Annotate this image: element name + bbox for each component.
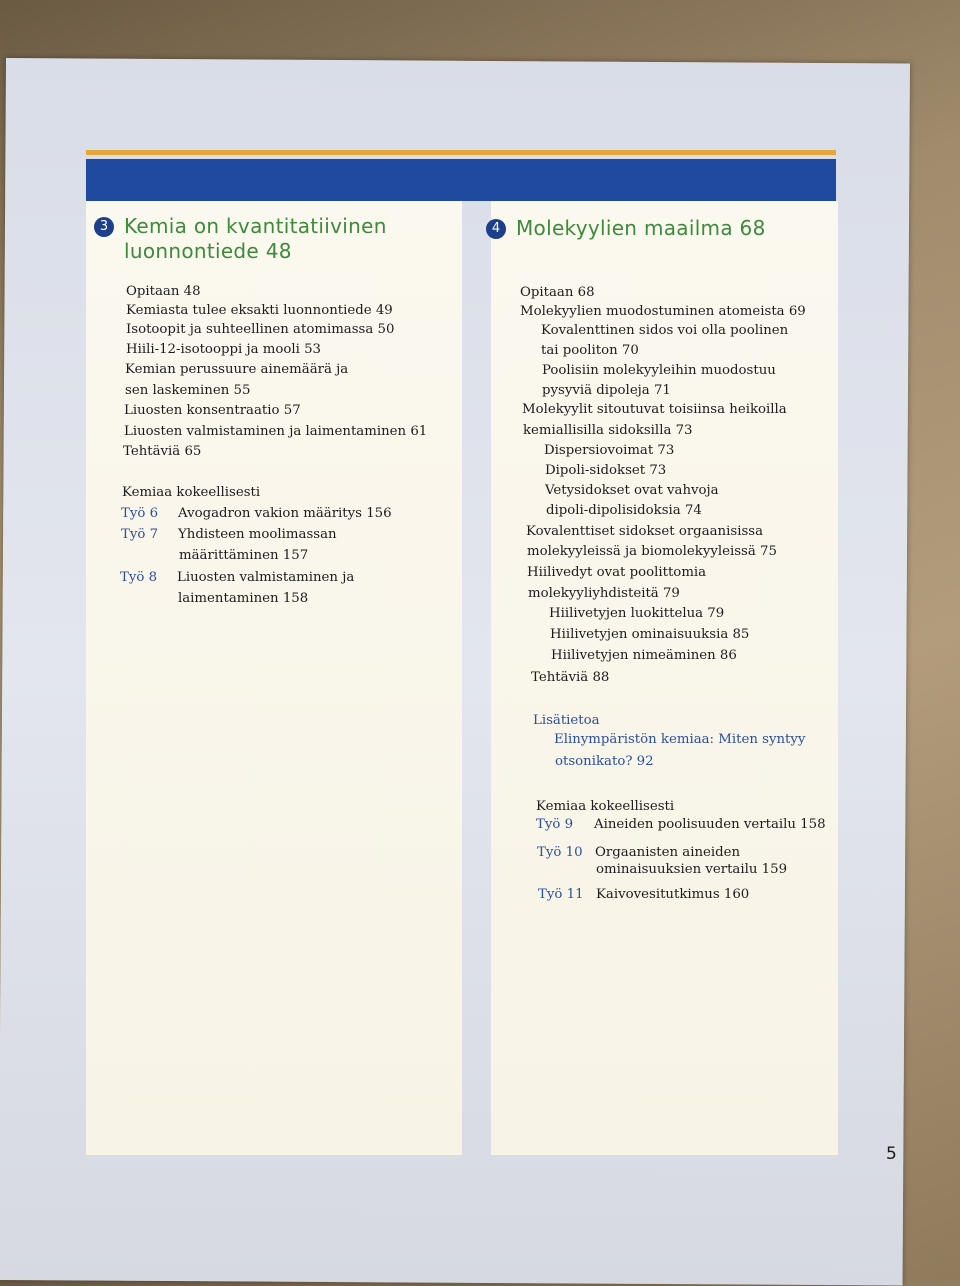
toc-entry: Kemiasta tulee eksakti luonnontiede 49 (126, 303, 393, 318)
experiment-title: Liuosten valmistaminen ja (177, 570, 355, 585)
toc-entry: Hiilivetyjen nimeäminen 86 (551, 648, 737, 663)
extra-info-entry: Elinympäristön kemiaa: Miten syntyy (554, 732, 806, 747)
experiment-title: Orgaanisten aineiden (595, 845, 741, 860)
toc-entry: Opitaan 48 (126, 284, 201, 299)
experiment-label: Työ 11 (538, 887, 584, 902)
toc-entry: Hiili-12-isotooppi ja mooli 53 (126, 342, 321, 357)
experiment-title: Kaivovesitutkimus 160 (596, 887, 750, 902)
chapter-title-line: Kemia on kvantitatiivinen (124, 214, 387, 238)
chapter-title-line: luonnontiede 48 (124, 239, 292, 263)
experiment-row (537, 844, 740, 862)
experiment-label: Työ 7 (121, 527, 159, 542)
toc-entry: Molekyylit sitoutuvat toisiinsa heikoilla (522, 402, 787, 417)
experiments-heading: Kemiaa kokeellisesti (536, 799, 675, 814)
toc-entry: Hiilivetyjen ominaisuuksia 85 (550, 627, 750, 642)
experiments-heading: Kemiaa kokeellisesti (122, 485, 261, 500)
experiment-row (121, 505, 392, 523)
chapter-4-title: Molekyylien maailma 68 (516, 216, 766, 240)
toc-entry: tai pooliton 70 (541, 343, 639, 358)
experiment-row (536, 816, 826, 834)
toc-entry: Liuosten valmistaminen ja laimentaminen 61 (124, 424, 428, 439)
toc-entry: pysyviä dipoleja 71 (542, 383, 671, 398)
toc-entry: Kovalenttinen sidos voi olla poolinen (541, 323, 789, 338)
toc-entry: Vetysidokset ovat vahvoja (545, 483, 719, 498)
experiment-row (538, 886, 749, 904)
experiment-title: Aineiden poolisuuden vertailu 158 (594, 817, 826, 832)
toc-entry: Poolisiin molekyyleihin muodostuu (542, 363, 776, 378)
toc-entry: Isotoopit ja suhteellinen atomimassa 50 (126, 322, 395, 337)
experiment-label: Työ 8 (120, 570, 158, 585)
toc-entry: Tehtäviä 65 (123, 444, 202, 459)
toc-entry: molekyyleissä ja biomolekyyleissä 75 (527, 544, 777, 559)
toc-entry: Kemian perussuure ainemäärä ja (125, 362, 349, 377)
experiment-title-continued: määrittäminen 157 (179, 548, 309, 563)
chapter-number-badge: 3 (94, 217, 114, 237)
experiment-title: Avogadron vakion määritys 156 (178, 506, 392, 521)
chapter-3-heading (94, 214, 387, 264)
chapter-3-title (124, 214, 387, 264)
extra-info-entry-continued: otsonikato? 92 (555, 754, 654, 769)
toc-entry: Dipoli-sidokset 73 (545, 463, 667, 478)
toc-entry: Tehtäviä 88 (531, 670, 610, 685)
experiment-label: Työ 6 (121, 506, 159, 521)
experiment-title: Yhdisteen moolimassan (178, 527, 337, 542)
page-number: 5 (886, 1144, 897, 1164)
toc-entry: Opitaan 68 (520, 285, 595, 300)
toc-entry: Hiilivedyt ovat poolittomia (527, 565, 707, 580)
experiment-title-continued: laimentaminen 158 (178, 591, 309, 606)
toc-entry: molekyyliyhdisteitä 79 (528, 586, 680, 601)
experiment-row (120, 569, 354, 587)
toc-entry: Kovalenttiset sidokset orgaanisissa (526, 524, 764, 539)
experiment-row (121, 526, 337, 544)
toc-entry: Hiilivetyjen luokittelua 79 (549, 606, 725, 621)
chapter-number-badge: 4 (486, 219, 506, 239)
toc-entry: sen laskeminen 55 (125, 383, 251, 398)
toc-entry: dipoli-dipolisidoksia 74 (546, 503, 702, 518)
chapter-4-heading (486, 216, 766, 241)
toc-entry: kemiallisilla sidoksilla 73 (523, 423, 693, 438)
toc-entry: Dispersiovoimat 73 (544, 443, 675, 458)
extra-info-heading: Lisätietoa (533, 713, 600, 728)
experiment-label: Työ 9 (536, 817, 574, 832)
toc-entry: Molekyylien muodostuminen atomeista 69 (520, 304, 806, 319)
toc-entry: Liuosten konsentraatio 57 (124, 403, 301, 418)
header-gold-rule (86, 150, 836, 155)
experiment-title-continued: ominaisuuksien vertailu 159 (596, 862, 788, 877)
experiment-label: Työ 10 (537, 845, 583, 860)
header-blue-band (86, 159, 836, 201)
